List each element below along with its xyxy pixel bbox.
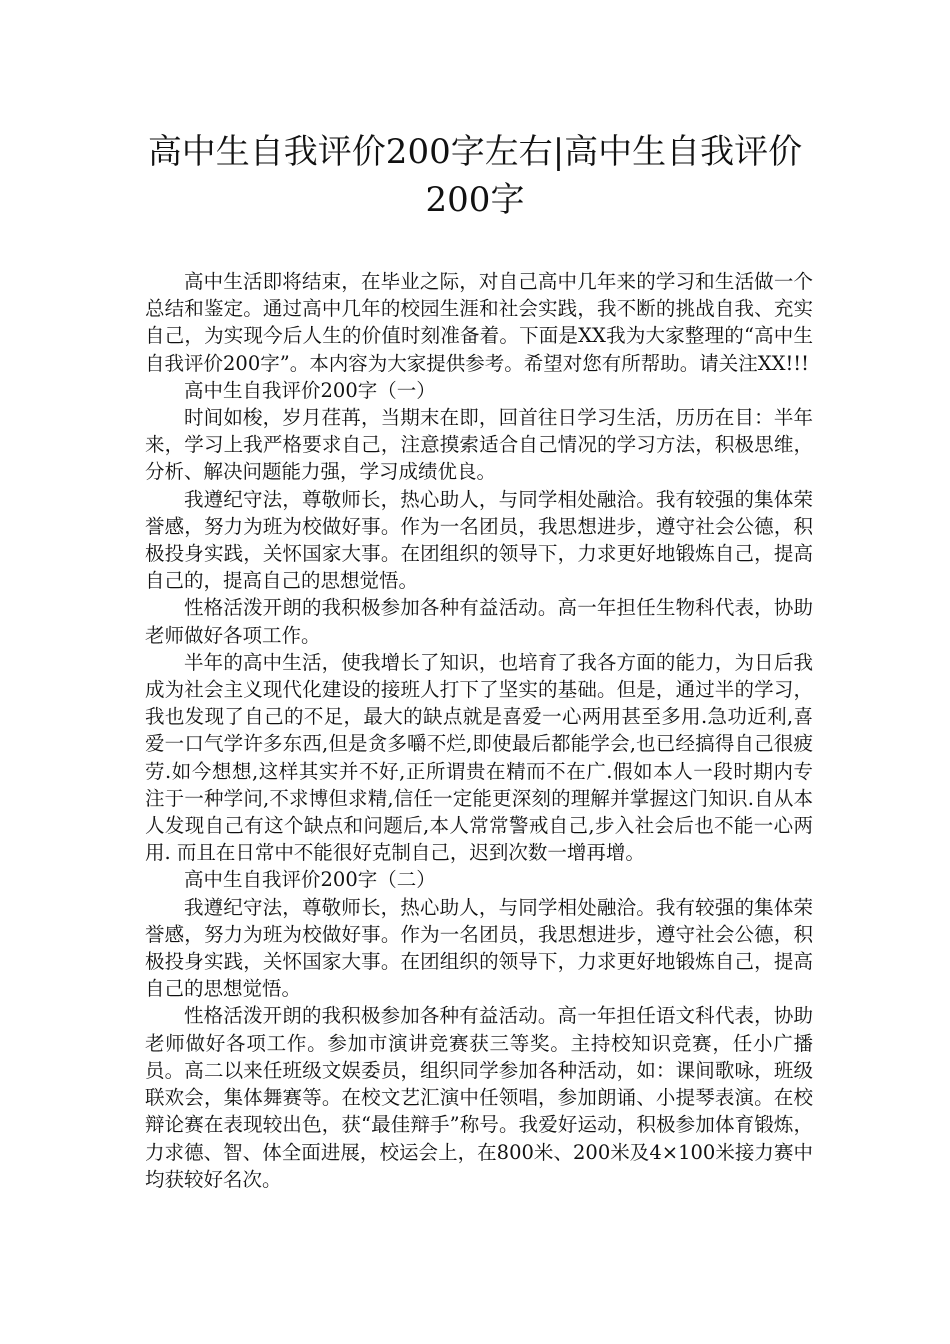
section-heading-2: 高中生自我评价200字（二）	[184, 868, 436, 892]
intro-paragraph: 高中生活即将结束，在毕业之际，对自己高中几年来的学习和生活做一个总结和鉴定。通过高中几年的校园生涯和社会实践，我不断的挑战自我、充实自己，为实现今后人生的价值时刻准备着。下面是XX我为大家整理的“高中生自我评价200字”。本内容为大家提供参考。希望对您有所帮助。请关注XX!!!	[145, 270, 813, 375]
body-paragraph: 性格活泼开朗的我积极参加各种有益活动。高一年担任生物科代表，协助老师做好各项工作。	[145, 596, 813, 647]
section-heading-1: 高中生自我评价200字（一）	[184, 378, 436, 402]
body-paragraph: 性格活泼开朗的我积极参加各种有益活动。高一年担任语文科代表，协助老师做好各项工作。参加市演讲竞赛获三等奖。主持校知识竞赛，任小广播员。高二以来任班级文娱委员，组织同学参加各种活动，如：课间歌咏，班级联欢会，集体舞赛等。在校文艺汇演中任领唱，参加朗诵、小提琴表演。在校辩论赛在表现较出色，获“最佳辩手”称号。我爱好运动，积极参加体育锻炼，力求德、智、体全面进展，校运会上，在800米、200米及4×100米接力赛中均获较好名次。	[145, 1004, 813, 1191]
document-body	[145, 268, 813, 1193]
body-paragraph: 我遵纪守法，尊敬师长，热心助人，与同学相处融洽。我有较强的集体荣誉感，努力为班为校做好事。作为一名团员，我思想进步，遵守社会公德，积极投身实践，关怀国家大事。在团组织的领导下，力求更好地锻炼自己，提高自己的，提高自己的思想觉悟。	[145, 487, 813, 593]
body-paragraph: 我遵纪守法，尊敬师长，热心助人，与同学相处融洽。我有较强的集体荣誉感，努力为班为校做好事。作为一名团员，我思想进步，遵守社会公德，积极投身实践，关怀国家大事。在团组织的领导下，力求更好地锻炼自己，提高自己的思想觉悟。	[145, 895, 813, 1001]
document-title: 高中生自我评价200字左右|高中生自我评价200字	[147, 132, 803, 220]
body-paragraph: 半年的高中生活，使我增长了知识，也培育了我各方面的能力，为日后我成为社会主义现代化建设的接班人打下了坚实的基础。但是，通过半的学习，我也发现了自己的不足，最大的缺点就是喜爱一心两用甚至多用.急功近利,喜爱一口气学许多东西,但是贪多嚼不烂,即使最后都能学会,也已经搞得自己很疲劳.如今想想,这样其实并不好,正所谓贵在精而不在广.假如本人一段时期内专注于一种学问,不求博但求精,信任一定能更深刻的理解并掌握这门知识.自从本人发现自己有这个缺点和问题后,本人常常警戒自己,步入社会后也不能一心两用. 而且在日常中不能很好克制自己，迟到次数一增再增。	[145, 650, 813, 865]
body-paragraph: 时间如梭，岁月荏苒，当期末在即，回首往日学习生活，历历在目：半年来，学习上我严格要求自己，注意摸索适合自己情况的学习方法，积极思维，分析、解决问题能力强，学习成绩优良。	[145, 406, 813, 484]
